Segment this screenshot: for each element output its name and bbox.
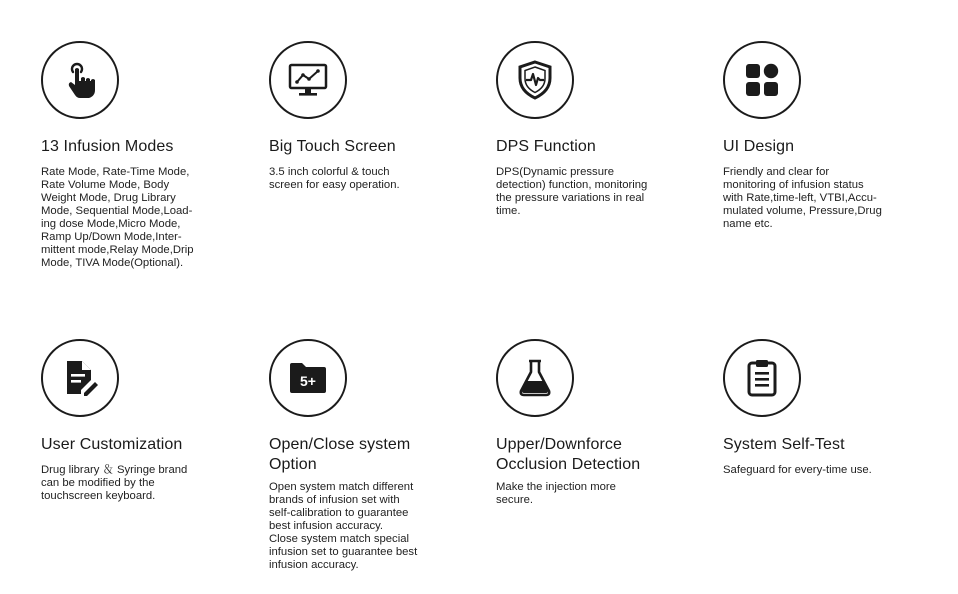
feature-description: Drug library ＆ Syringe brand can be modified by the touchscreen keyboard.	[41, 464, 188, 502]
feature-description: Safeguard for every-time use.	[723, 464, 872, 476]
feature-title: User Customization	[41, 436, 183, 453]
feature-description: 3.5 inch colorful & touch screen for easy operation.	[269, 166, 400, 191]
feature-title: Upper/Downforce Occlusion Detection	[496, 436, 641, 473]
feature-title: Open/Close system Option	[269, 436, 411, 473]
feature-title: UI Design	[723, 138, 795, 155]
feature-title: DPS Function	[496, 138, 596, 155]
feature-description: DPS(Dynamic pressure detection) function, monitoring the pressure variations in real time.	[496, 166, 648, 217]
monitor-chart-icon	[269, 41, 347, 119]
feature-description: Open system match different brands of infusion set with self-calibration to guarantee best infusion accuracy. Close system match special infusion set to guarantee best infusion accuracy.	[269, 481, 418, 571]
grid-squares-icon	[723, 41, 801, 119]
folder-badge-text: 5+	[300, 373, 316, 389]
document-edit-icon	[41, 339, 119, 417]
folder-plus-icon	[269, 339, 347, 417]
clipboard-icon	[723, 339, 801, 417]
shield-pulse-icon	[496, 41, 574, 119]
flask-icon	[496, 339, 574, 417]
feature-description: Make the injection more secure.	[496, 481, 616, 506]
feature-description: Friendly and clear for monitoring of infusion status with Rate,time-left, VTBI,Accu- mulated volume, Pressure,Drug name etc.	[723, 166, 882, 230]
feature-title: Big Touch Screen	[269, 138, 396, 155]
feature-description: Rate Mode, Rate-Time Mode, Rate Volume Mode, Body Weight Mode, Drug Library Mode, Sequential Mode,Load- ing dose Mode,Micro Mode, Ramp Up/Down Mode,Inter- mittent mode,Relay Mode,Drip Mode, TIVA Mode(Optional).	[41, 166, 194, 269]
feature-title: System Self-Test	[723, 436, 845, 453]
feature-title: 13 Infusion Modes	[41, 138, 174, 155]
touch-hand-icon	[41, 41, 119, 119]
